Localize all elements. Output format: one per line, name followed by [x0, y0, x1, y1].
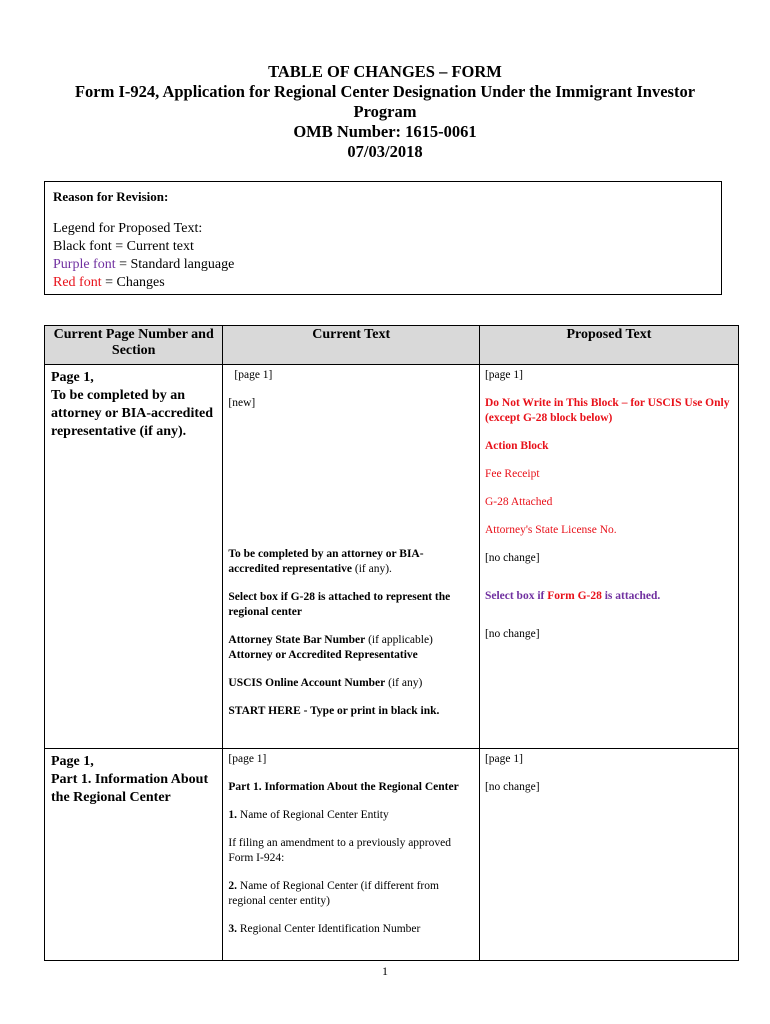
row2-current-item3: [228, 922, 474, 937]
legend-red-word: Red font: [53, 275, 102, 290]
row1-current-start: START HERE - Type or print in black ink.: [228, 705, 440, 717]
row1-current-attorney-rest: (if any).: [351, 563, 392, 575]
row1-proposed-fee: Fee Receipt: [484, 468, 540, 480]
header-current: Current Text: [223, 326, 480, 365]
row1-current-new: [new]: [228, 397, 256, 409]
row1-current-rep: Attorney or Accredited Representative: [228, 649, 418, 661]
row1-proposed-g28: G-28 Attached: [484, 496, 553, 508]
row1-current: [223, 365, 480, 749]
document-title: [40, 62, 730, 162]
row1-current-bar-rest: (if applicable): [365, 634, 433, 646]
row2-proposed-page: [page 1]: [484, 753, 523, 765]
row1-current-attorney-bold: To be completed by an attorney or BIA-accredited representative: [228, 548, 424, 575]
row1-proposed-action: Action Block: [484, 440, 549, 452]
row1-proposed-page: [page 1]: [484, 369, 523, 381]
header-proposed: Proposed Text: [479, 326, 738, 365]
reason-box: [44, 181, 722, 295]
row1-proposed-license: Attorney's State License No.: [484, 524, 617, 536]
table-row: [45, 365, 739, 749]
legend-title: Legend for Proposed Text:: [53, 221, 203, 236]
row2-current-item3-num: 3.: [228, 923, 238, 935]
title-line-2: Form I-924, Application for Regional Center Designation Under the Immigrant Investor: [74, 82, 696, 101]
row1-current-bar-bold: Attorney State Bar Number: [228, 634, 366, 646]
table-header-row: [45, 326, 739, 365]
row2-current-item1-text: Name of Regional Center Entity: [237, 809, 389, 821]
row2-current-page: [page 1]: [228, 753, 267, 765]
document-date: 07/03/2018: [347, 142, 423, 161]
row1-proposed-select: [485, 589, 733, 604]
row1-current-uscis-rest: (if any): [385, 677, 423, 689]
row2-current-item2-num: 2.: [228, 880, 238, 892]
row1-current-page: [page 1]: [234, 369, 273, 381]
row2-current-item3-text: Regional Center Identification Number: [237, 923, 421, 935]
row2-proposed-nochange: [no change]: [484, 781, 540, 793]
row2-current-part1: Part 1. Information About the Regional Center: [228, 781, 459, 793]
row2-proposed: [479, 749, 738, 961]
row2-current-item2-text: Name of Regional Center (if different from regional center entity): [228, 880, 439, 907]
row2-current-item1: [228, 808, 474, 823]
row1-current-attorney: [228, 547, 474, 577]
row1-proposed-nochange-1: [no change]: [484, 552, 540, 564]
row1-proposed-select-1: Select box if: [484, 590, 548, 602]
header-section: Current Page Number and Section: [45, 326, 223, 365]
legend-red: [53, 274, 713, 292]
row2-section: [45, 749, 223, 961]
title-line-1: TABLE OF CHANGES – FORM: [268, 62, 502, 81]
row2-current-amendment: If filing an amendment to a previously approved Form I-924:: [228, 837, 451, 864]
row2-current-item1-num: 1.: [228, 809, 238, 821]
row1-proposed-select-3: is attached.: [601, 590, 661, 602]
row1-current-bar: [228, 633, 474, 663]
legend-purple-rest: = Standard language: [115, 257, 235, 272]
table-row: [45, 749, 739, 961]
row1-proposed-nochange-2: [no change]: [484, 628, 540, 640]
legend-purple-word: Purple font: [53, 257, 116, 272]
changes-table: [44, 325, 739, 961]
title-line-3: Program: [353, 102, 417, 121]
row1-section: [45, 365, 223, 749]
reason-label: Reason for Revision:: [53, 189, 169, 204]
row1-current-uscis: [228, 676, 474, 691]
row1-section-text: Page 1, To be completed by an attorney or BIA-accredited representative (if any).: [51, 370, 213, 439]
legend-purple: [53, 256, 713, 274]
page-number: 1: [382, 964, 388, 978]
row2-current: [223, 749, 480, 961]
legend-red-rest: = Changes: [101, 275, 165, 290]
row1-proposed-select-2: Form G-28: [547, 590, 602, 602]
row1-current-g28: Select box if G-28 is attached to represent the regional center: [228, 591, 451, 618]
row2-section-text: Page 1, Part 1. Information About the Regional Center: [51, 754, 209, 805]
row1-proposed-donotwrite: Do Not Write in This Block – for USCIS Use Only (except G-28 block below): [484, 397, 730, 424]
legend-black: Black font = Current text: [53, 239, 194, 254]
omb-number: OMB Number: 1615-0061: [293, 122, 477, 141]
row2-current-item2: [228, 879, 474, 909]
row1-proposed: [479, 365, 738, 749]
row1-current-uscis-bold: USCIS Online Account Number: [228, 677, 386, 689]
